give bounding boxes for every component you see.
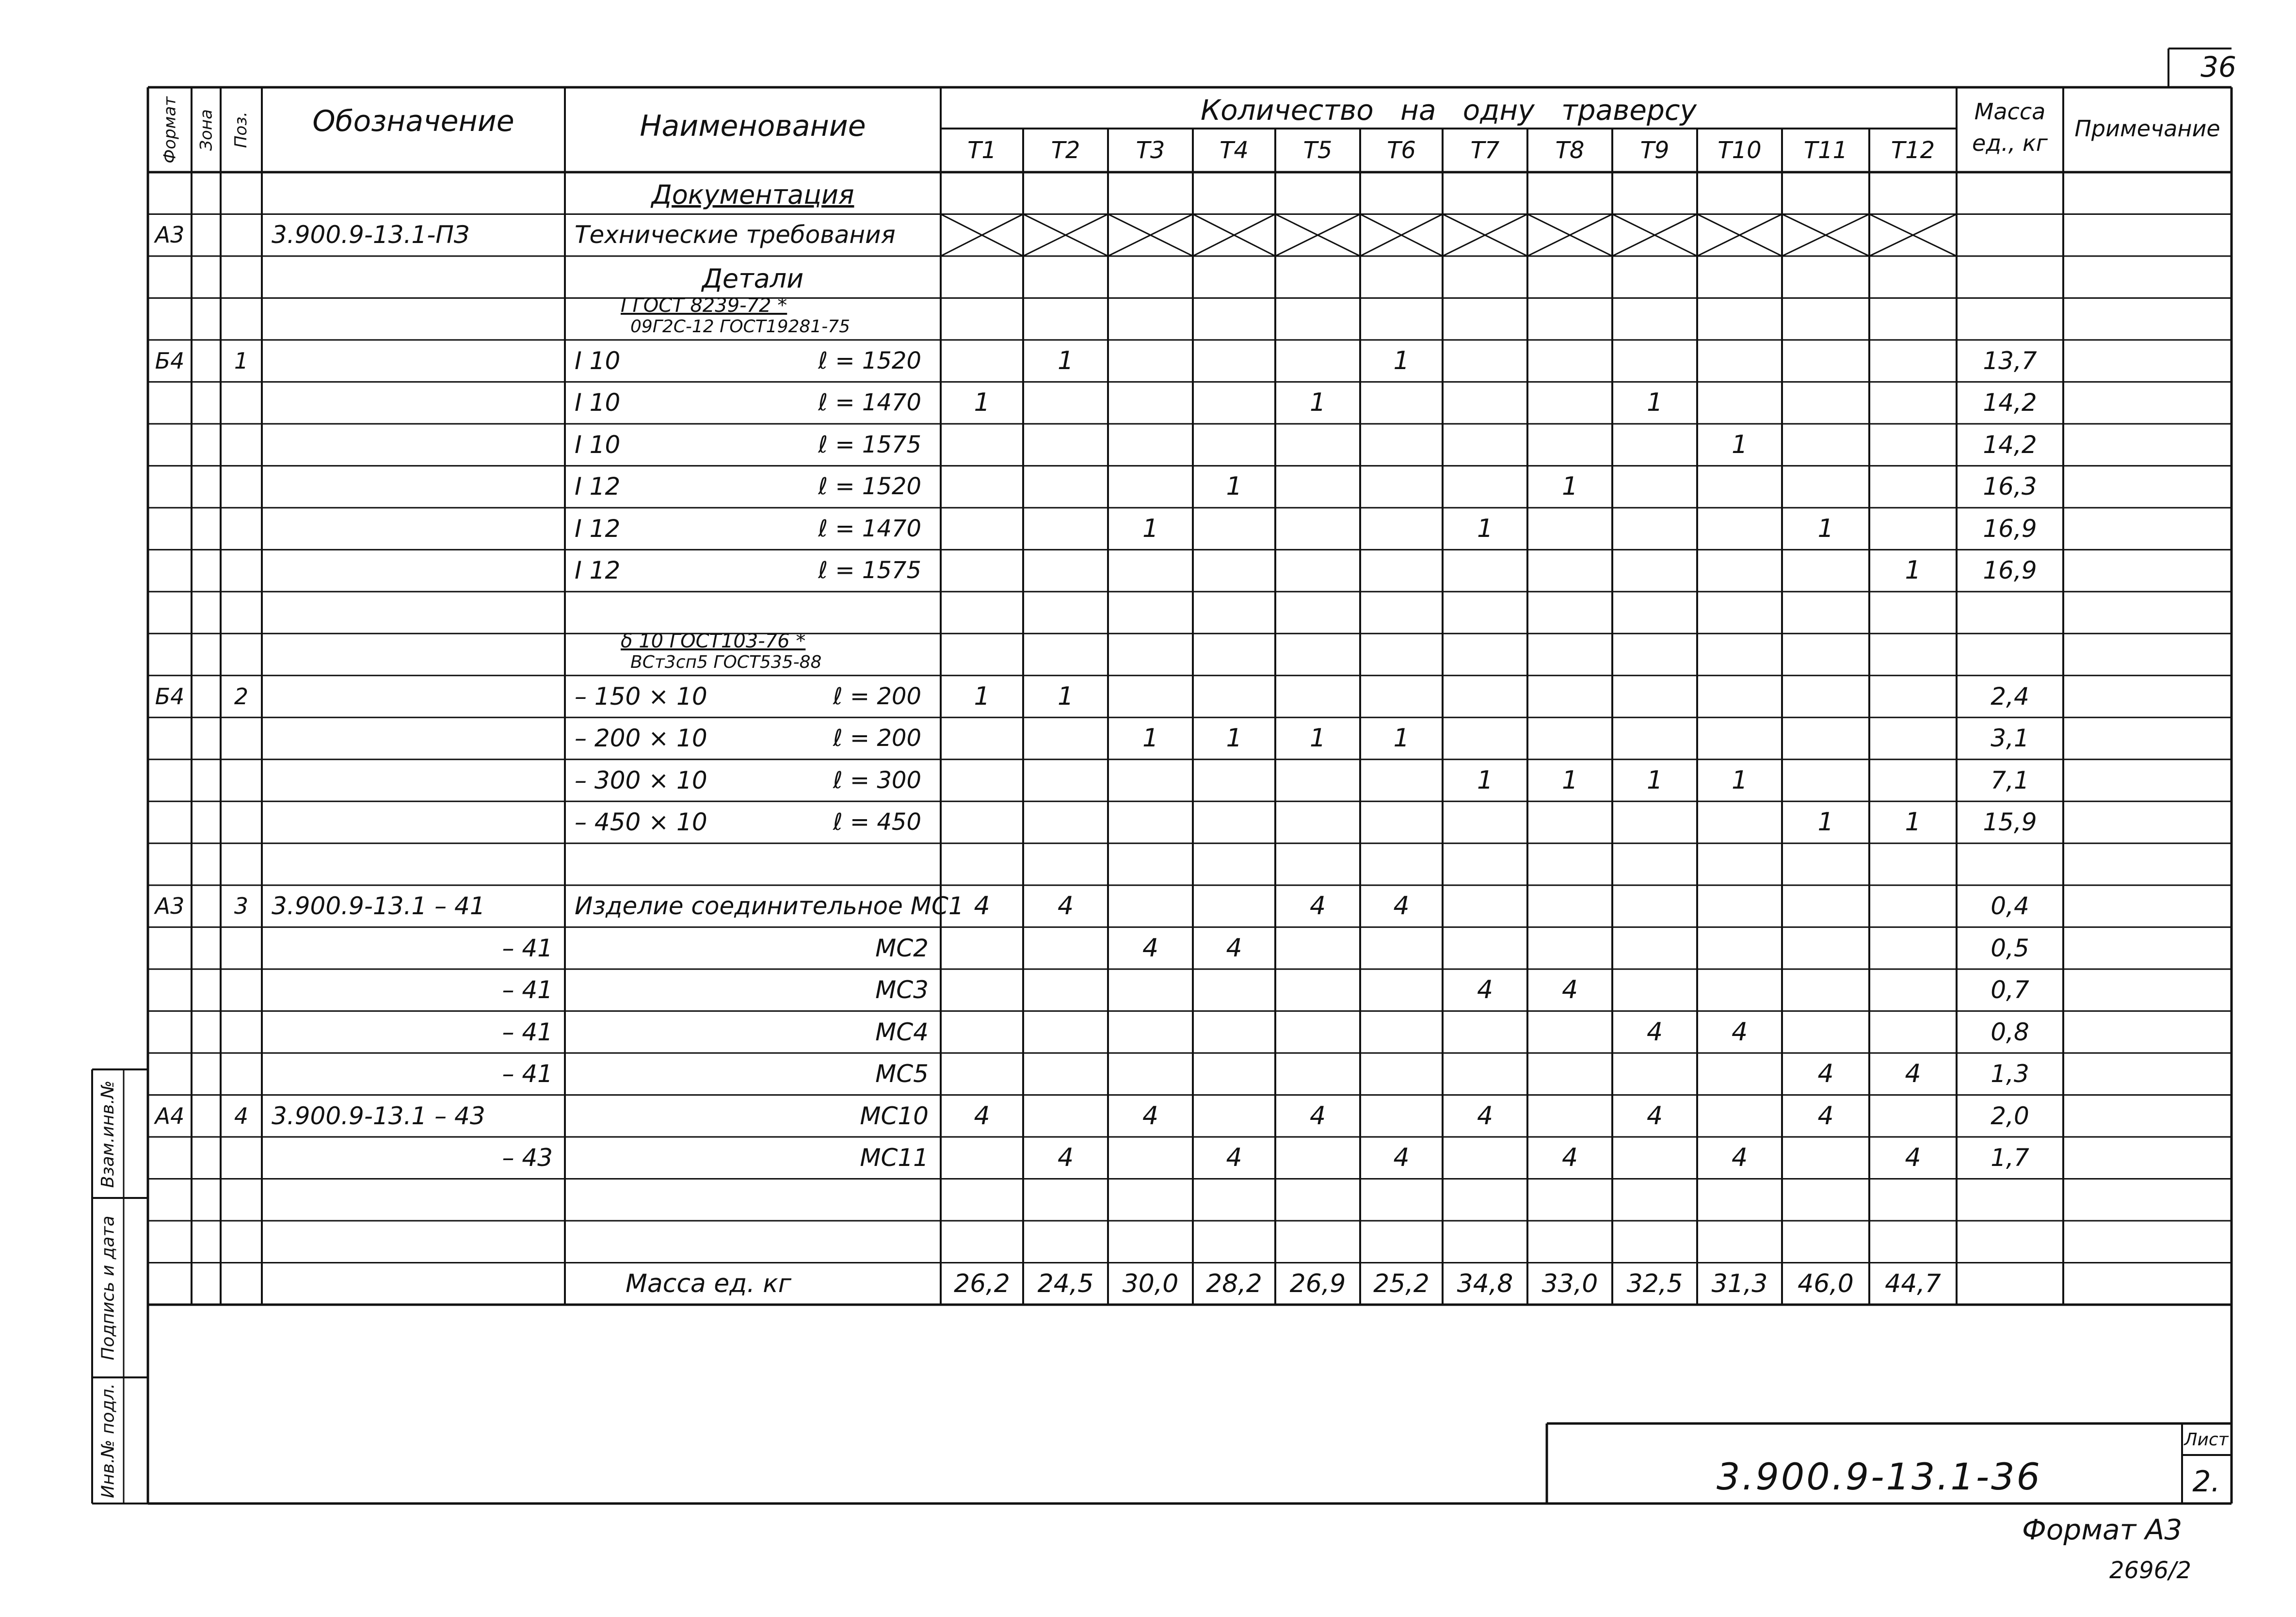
name-cell: МС2 [875,934,929,962]
quantity-cell: 4 [1731,1143,1748,1173]
quantity-cell: 4 [1561,1143,1578,1173]
mass-cell: 0,8 [1991,1018,2029,1046]
quantity-cell: 1 [1817,808,1834,837]
quantity-cell: 4 [1477,1101,1493,1131]
name-cell: I 10 [575,430,621,459]
name-cell: Технические требования [575,221,896,249]
quantity-cell: 1 [1905,808,1921,837]
name-cell: – 150 × 10 [575,682,707,711]
quantity-cell: 4 [974,891,990,921]
name-cell: I 10 [575,346,621,375]
format-cell: А3 [155,893,185,920]
format-cell: А4 [155,1102,185,1129]
format-label: Формат А3 [2022,1513,2183,1546]
mass-cell: 0,4 [1991,892,2029,921]
name-cell: Изделие соединительное МС1 [575,892,964,921]
quantity-cell: 4 [1817,1101,1834,1131]
zone-header: Зона [196,109,216,151]
quantity-cell: 4 [1905,1059,1921,1089]
quantity-cell: 1 [1905,556,1921,585]
designation-cell: 3.900.9-13.1 – 41 [272,892,485,921]
title-block-sheet-value: 2. [2192,1465,2220,1499]
position-cell: 1 [234,347,249,374]
name-cell: I 12 [575,514,621,543]
side-stamp-label: Подпись и дата [98,1215,118,1360]
type-header-4: Т4 [1220,137,1249,164]
quantity-cell: 4 [1142,933,1159,963]
quantity-cell: 1 [1057,346,1074,375]
quantity-cell: 1 [1646,388,1663,418]
mass-header-line2: ед., кг [1972,130,2048,156]
name-cell: МС3 [875,976,929,1004]
type-header-1: Т1 [967,137,996,164]
quantity-cell: 28,2 [1206,1269,1262,1298]
length-cell: ℓ = 1575 [818,557,921,584]
quantity-cell: 4 [1226,933,1242,963]
material-denominator: ВСт3сп5 ГОСТ535-88 [630,652,822,672]
position-cell: 4 [234,1102,249,1129]
type-header-8: Т8 [1555,137,1585,164]
quantity-cell: 1 [1561,765,1578,795]
mass-cell: 16,9 [1983,514,2037,543]
quantity-cell: 1 [1817,514,1834,543]
length-cell: ℓ = 200 [833,682,921,710]
name-cell: – 300 × 10 [575,766,707,794]
mass-cell: 14,2 [1983,388,2037,417]
type-header-10: Т10 [1718,137,1762,164]
quantity-cell: 4 [1646,1017,1663,1047]
quantity-cell: 1 [1226,472,1242,501]
quantity-cell: 46,0 [1798,1269,1854,1298]
name-cell: – 450 × 10 [575,808,707,837]
name-cell: I 12 [575,472,621,501]
name-cell: МС5 [875,1060,929,1088]
format-cell: Б4 [155,347,185,374]
designation-cell: 3.900.9-13.1-ПЗ [272,221,469,249]
quantity-cell: 4 [974,1101,990,1131]
quantity-cell: 1 [1309,724,1326,753]
material-denominator: 09Г2С-12 ГОСТ19281-75 [630,316,850,337]
quantity-cell: 4 [1142,1101,1159,1131]
quantity-cell: 4 [1393,1143,1410,1173]
mass-cell: 0,7 [1991,976,2029,1004]
length-cell: ℓ = 1575 [818,431,921,458]
mass-total-label: Масса ед. кг [626,1269,792,1298]
designation-cell: – 41 [502,1018,553,1046]
quantity-cell: 4 [1393,891,1410,921]
quantity-cell: 1 [1393,346,1410,375]
mass-cell: 2,0 [1991,1101,2029,1130]
quantity-cell: 1 [1731,765,1748,795]
corner-sheet-number: 36 [2200,50,2236,83]
quantity-cell: 4 [1561,975,1578,1005]
mass-cell: 7,1 [1991,766,2029,794]
designation-cell: – 41 [502,1060,553,1088]
quantity-cell: 26,2 [954,1269,1010,1298]
mass-header-line1: Масса [1974,98,2046,125]
name-cell: МС4 [875,1018,929,1046]
mass-cell: 1,3 [1991,1060,2029,1088]
quantity-cell: 1 [1309,388,1326,418]
quantity-cell: 4 [1309,891,1326,921]
quantity-cell: 1 [1226,724,1242,753]
quantity-cell: 1 [974,388,990,418]
quantity-cell: 1 [1561,472,1578,501]
quantity-cell: 1 [974,681,990,711]
side-stamp-label: Инв.№ подл. [98,1383,118,1498]
quantity-cell: 1 [1477,765,1493,795]
name-cell: МС10 [860,1101,929,1130]
quantity-header: Количество на одну траверсу [1201,94,1697,127]
quantity-cell: 1 [1646,765,1663,795]
quantity-cell: 1 [1477,514,1493,543]
format-cell: А3 [155,222,185,248]
length-cell: ℓ = 200 [833,725,921,752]
quantity-cell: 34,8 [1457,1269,1513,1298]
pos-header: Поз. [231,111,251,148]
mass-cell: 14,2 [1983,430,2037,459]
name-cell: I 12 [575,556,621,585]
quantity-cell: 31,3 [1711,1269,1768,1298]
quantity-cell: 4 [1309,1101,1326,1131]
designation-cell: – 41 [502,976,553,1004]
mass-cell: 0,5 [1991,934,2029,962]
position-cell: 3 [234,893,249,920]
mass-cell: 1,7 [1991,1144,2029,1172]
quantity-cell: 4 [1057,1143,1074,1173]
format-cell: Б4 [155,683,185,710]
position-cell: 2 [234,683,249,710]
quantity-cell: 1 [1142,514,1159,543]
designation-header: Обозначение [312,104,514,138]
mass-cell: 13,7 [1983,346,2037,375]
name-cell: I 10 [575,388,621,417]
title-block-sheet-label: Лист [2184,1430,2229,1450]
length-cell: ℓ = 1520 [818,473,921,501]
designation-cell: – 41 [502,934,553,962]
mass-cell: 3,1 [1991,724,2029,753]
length-cell: ℓ = 1470 [818,389,921,417]
name-cell: МС11 [860,1144,929,1172]
mass-cell: 16,3 [1983,472,2037,501]
quantity-cell: 4 [1731,1017,1748,1047]
name-header: Наименование [640,109,866,143]
quantity-cell: 4 [1477,975,1493,1005]
type-header-7: Т7 [1470,137,1500,164]
title-block-code: 3.900.9-13.1-36 [1717,1455,2042,1498]
mass-cell: 16,9 [1983,556,2037,585]
type-header-12: Т12 [1891,137,1935,164]
quantity-cell: 25,2 [1373,1269,1429,1298]
designation-cell: – 43 [502,1144,553,1172]
length-cell: ℓ = 1520 [818,347,921,374]
quantity-cell: 4 [1226,1143,1242,1173]
name-cell: – 200 × 10 [575,724,707,753]
side-stamp-label: Взам.инв.№ [98,1080,118,1188]
note-header: Примечание [2074,115,2220,142]
section-heading: Детали [702,263,804,294]
section-heading: Документация [651,179,854,210]
quantity-cell: 4 [1057,891,1074,921]
mass-cell: 2,4 [1991,682,2029,711]
quantity-cell: 44,7 [1885,1269,1941,1298]
quantity-cell: 1 [1393,724,1410,753]
type-header-2: Т2 [1051,137,1080,164]
type-header-3: Т3 [1136,137,1165,164]
designation-cell: 3.900.9-13.1 – 43 [272,1101,485,1130]
length-cell: ℓ = 450 [833,808,921,836]
mass-cell: 15,9 [1983,808,2037,837]
quantity-cell: 30,0 [1122,1269,1179,1298]
quantity-cell: 1 [1731,430,1748,459]
type-header-9: Т9 [1640,137,1670,164]
quantity-cell: 26,9 [1289,1269,1346,1298]
quantity-cell: 4 [1646,1101,1663,1131]
type-header-11: Т11 [1803,137,1848,164]
length-cell: ℓ = 1470 [818,515,921,542]
type-header-5: Т5 [1303,137,1333,164]
quantity-cell: 24,5 [1037,1269,1094,1298]
material-numerator: δ 10 ГОСТ103-76 * [621,630,806,653]
quantity-cell: 1 [1142,724,1159,753]
archive-number: 2696/2 [2109,1557,2191,1584]
quantity-cell: 32,5 [1626,1269,1683,1298]
material-numerator: I ГОСТ 8239-72 * [621,294,787,317]
format-header: Формат [160,96,179,163]
quantity-cell: 33,0 [1541,1269,1598,1298]
quantity-cell: 1 [1057,681,1074,711]
type-header-6: Т6 [1387,137,1416,164]
length-cell: ℓ = 300 [833,766,921,794]
quantity-cell: 4 [1905,1143,1921,1173]
quantity-cell: 4 [1817,1059,1834,1089]
